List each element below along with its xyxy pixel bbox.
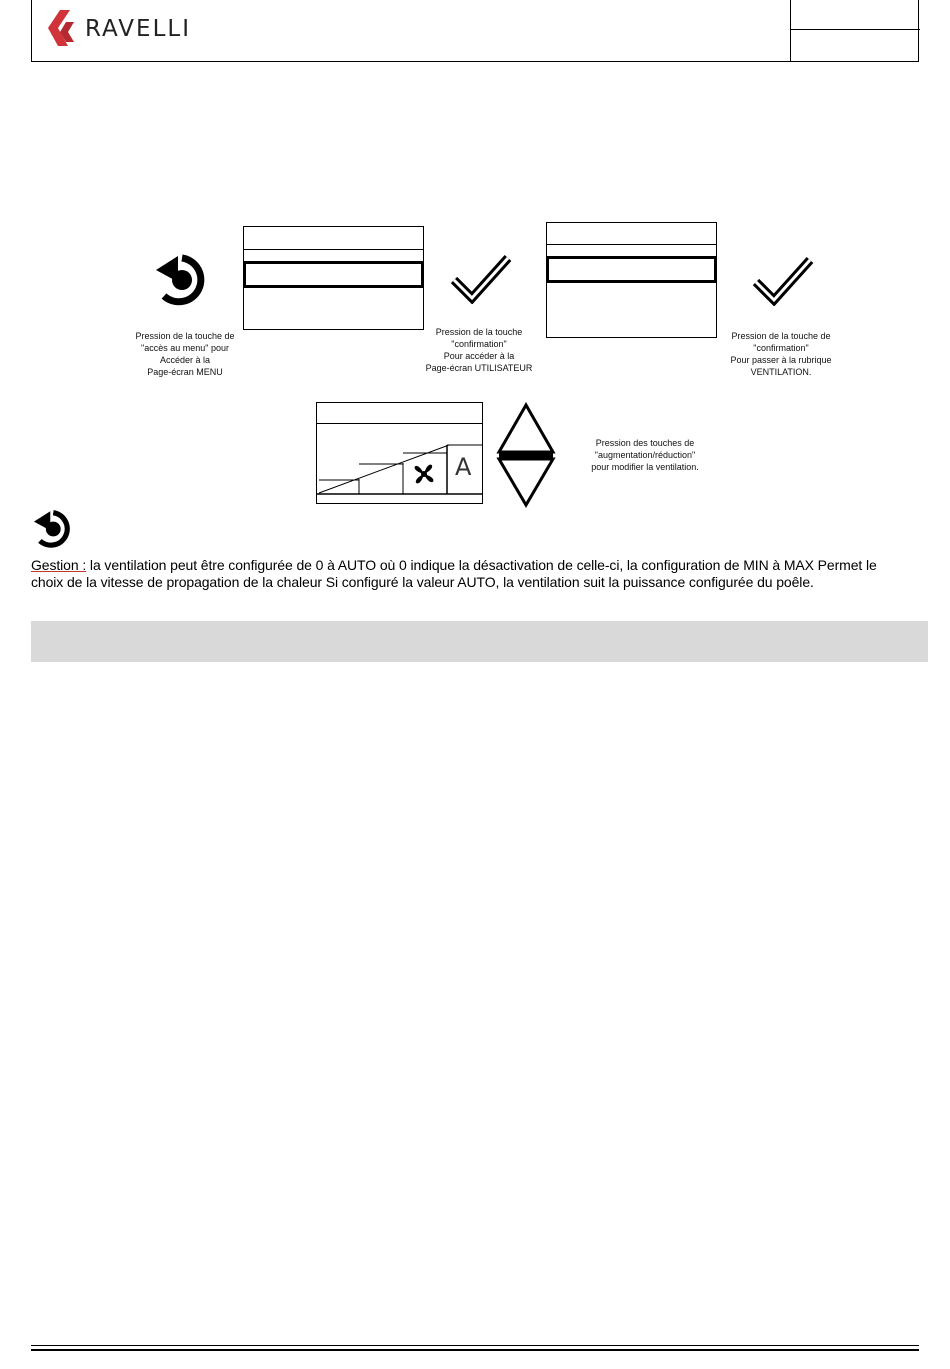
description-label: Gestion : (31, 557, 87, 573)
screen-title-bar (547, 244, 716, 245)
caption-menu-key: Pression de la touche de "accès au menu" pour Accéder à la Page-écran MENU (135, 331, 235, 377)
menu-back-icon (31, 508, 77, 550)
caption-up-down: Pression des touches de "augmentation/réduction" pour modifier la ventilation. (591, 438, 699, 472)
header-info-box (790, 0, 920, 61)
brand-name: RAVELLI (85, 16, 191, 42)
header-info-cell-top (791, 0, 920, 30)
up-down-arrows-icon (496, 402, 556, 508)
mode-letter: A (455, 453, 472, 481)
selected-row (243, 261, 424, 288)
footer-divider (31, 1345, 919, 1346)
checkmark-icon (752, 254, 814, 306)
footer-divider-thick (31, 1349, 919, 1351)
caption-confirm-user: Pression de la touche "confirmation" Pour accéder à la Page-écran UTILISATEUR (425, 327, 533, 373)
description-text: la ventilation peut être configurée de 0 à AUTO où 0 indique la désactivation de celle-ci, la configuration de MIN à MAX Permet le choix de la vitesse de propagation de la chaleur Si configuré la valeur AUTO, la ventilation suit la puissance configurée du poêle. (31, 557, 877, 590)
checkmark-icon (450, 252, 512, 304)
fan-icon (409, 459, 439, 489)
description-paragraph (31, 557, 911, 591)
menu-screen (243, 226, 424, 330)
screen-title-bar (244, 249, 423, 250)
user-screen (546, 222, 717, 338)
selected-row (546, 256, 717, 283)
section-grey-bar (31, 621, 928, 662)
menu-back-icon (152, 252, 214, 308)
caption-confirm-ventilation: Pression de la touche de "confirmation" Pour passer à la rubrique VENTILATION. (730, 331, 832, 377)
page-header (31, 0, 919, 62)
ventilation-screen (316, 402, 483, 504)
